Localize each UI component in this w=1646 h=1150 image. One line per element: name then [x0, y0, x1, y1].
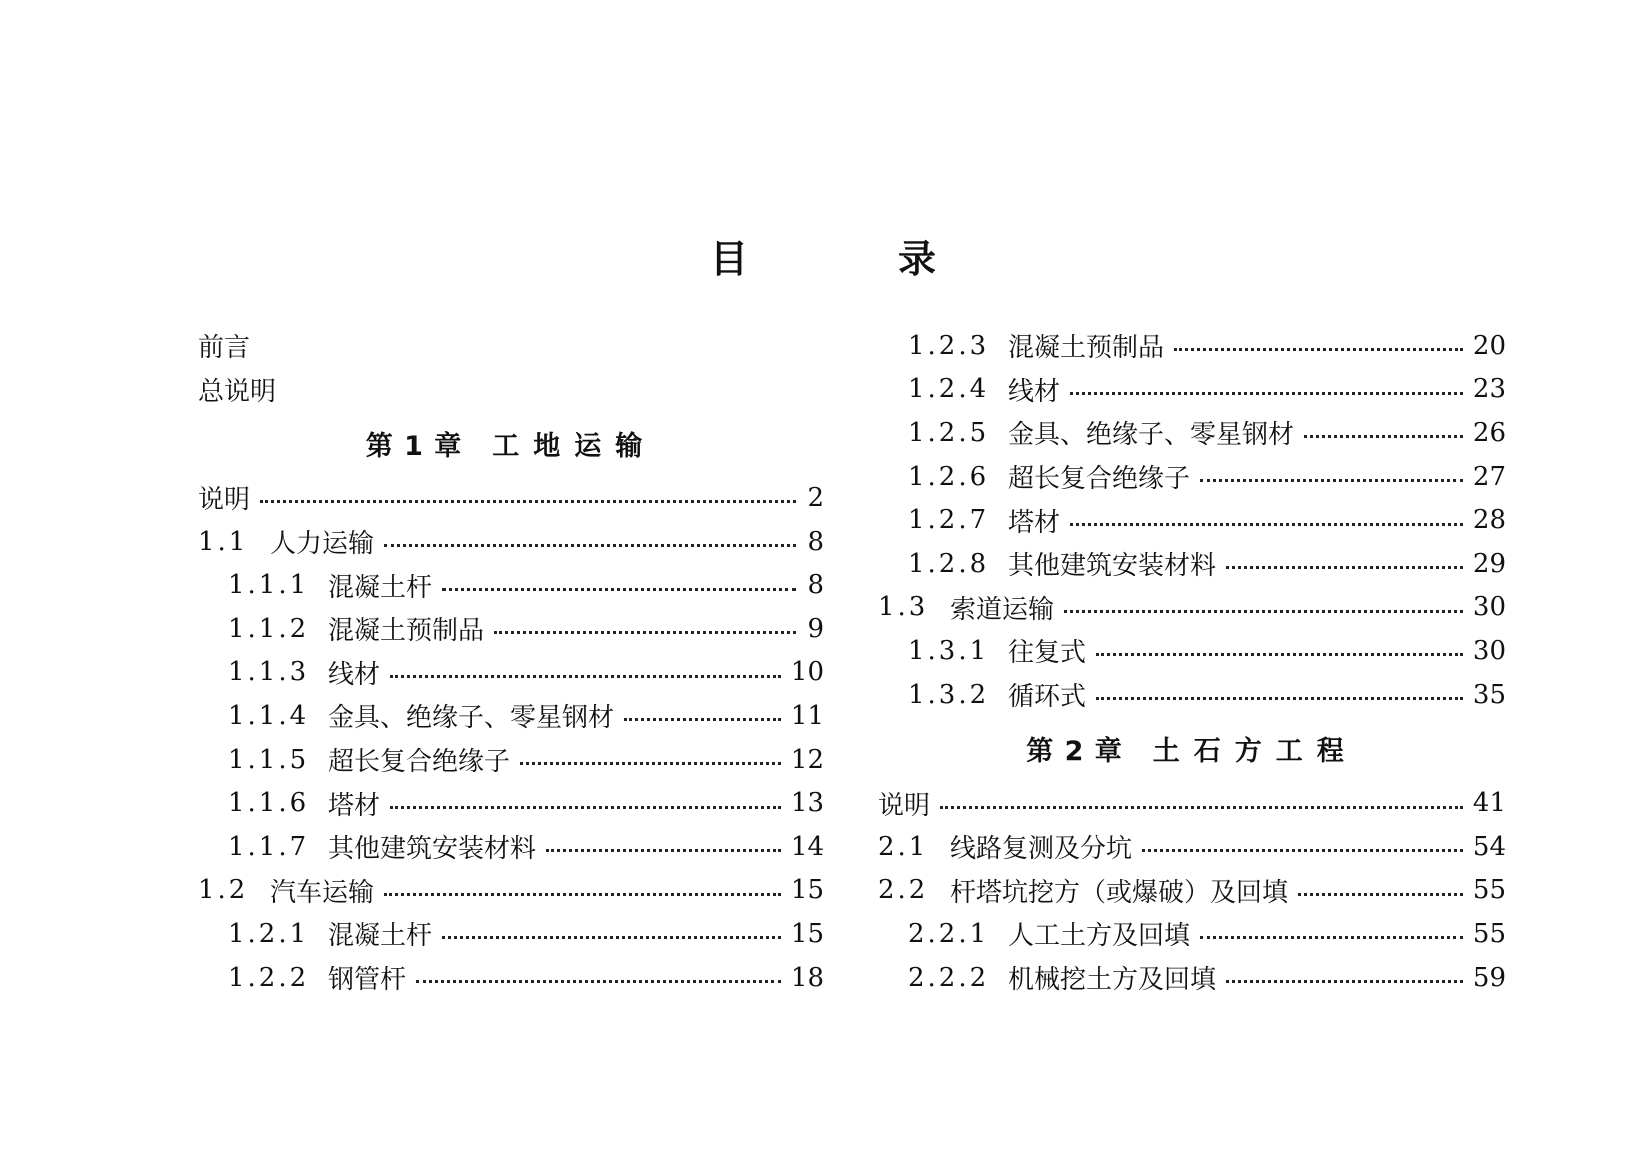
- toc-entry[interactable]: [878, 411, 1506, 455]
- dot-leader: [1226, 566, 1463, 569]
- section-number: 1.1.2: [228, 613, 310, 644]
- page-number: 55: [1472, 875, 1506, 906]
- section-label: 循环式: [1008, 682, 1087, 713]
- section-number: 1.3.1: [908, 635, 990, 666]
- chapter-heading: [198, 411, 824, 476]
- page-number: 20: [1472, 330, 1506, 361]
- dot-leader: [1298, 893, 1463, 896]
- section-number: 1.3: [878, 592, 929, 623]
- toc-entry[interactable]: [198, 476, 824, 520]
- section-label: 汽车运输: [270, 877, 375, 908]
- dot-leader: [1096, 697, 1463, 700]
- section-number: 2.2.1: [908, 918, 990, 949]
- toc-entry[interactable]: [198, 869, 824, 913]
- page-number: 55: [1472, 918, 1506, 949]
- section-label: 金具、绝缘子、零星钢材: [1008, 420, 1295, 451]
- section-number: 1.1.1: [228, 570, 310, 601]
- section-number: 1.1: [198, 526, 249, 557]
- page-number: 27: [1472, 461, 1506, 492]
- section-label: 人工土方及回填: [1008, 921, 1191, 952]
- toc-entry[interactable]: [878, 912, 1506, 956]
- section-number: 1.2.1: [228, 918, 310, 949]
- page-number: 18: [790, 962, 824, 993]
- page-number: 15: [790, 918, 824, 949]
- toc-entry[interactable]: [878, 368, 1506, 412]
- dot-leader: [384, 544, 796, 547]
- page-number: 14: [790, 831, 824, 862]
- dot-leader: [494, 631, 796, 634]
- dot-leader: [520, 762, 781, 765]
- section-number: 1.1.5: [228, 744, 310, 775]
- chapter-heading: [878, 716, 1506, 781]
- toc-entry[interactable]: [198, 912, 824, 956]
- toc-plain-item: 总说明: [198, 376, 277, 407]
- dot-leader: [1064, 610, 1463, 613]
- section-label: 塔材: [1008, 507, 1061, 538]
- page-number: 23: [1472, 374, 1506, 405]
- section-number: 1.2: [198, 875, 249, 906]
- section-label: 机械挖土方及回填: [1008, 965, 1217, 996]
- chapter-name: 工地运输: [492, 431, 657, 463]
- dot-leader: [1304, 435, 1463, 438]
- section-number: 1.1.4: [228, 700, 310, 731]
- dot-leader: [390, 675, 781, 678]
- section-label: 其他建筑安装材料: [1008, 551, 1217, 582]
- dot-leader: [260, 500, 796, 503]
- page-number: 54: [1472, 831, 1506, 862]
- dot-leader: [1142, 849, 1463, 852]
- dot-leader: [384, 893, 781, 896]
- dot-leader: [940, 806, 1463, 809]
- section-number: 2.2.2: [908, 962, 990, 993]
- toc-entry[interactable]: [878, 956, 1506, 1000]
- section-number: 1.2.8: [908, 548, 990, 579]
- toc-entry[interactable]: [878, 324, 1506, 368]
- toc-entry[interactable]: [198, 520, 824, 564]
- section-number: 1.3.2: [908, 679, 990, 710]
- page-number: 9: [807, 613, 824, 644]
- toc-entry[interactable]: [878, 542, 1506, 586]
- section-label: 混凝土杆: [328, 572, 433, 603]
- dot-leader: [442, 588, 796, 591]
- section-label: 超长复合绝缘子: [328, 747, 511, 778]
- toc-entry[interactable]: [198, 781, 824, 825]
- dot-leader: [1174, 348, 1463, 351]
- dot-leader: [1070, 392, 1463, 395]
- section-number: 2.2: [878, 875, 929, 906]
- section-label: 线路复测及分坑: [950, 834, 1133, 865]
- toc-entry[interactable]: [198, 563, 824, 607]
- page-number: 12: [790, 744, 824, 775]
- page-number: 8: [807, 526, 824, 557]
- section-number: 1.2.2: [228, 962, 310, 993]
- section-label: 其他建筑安装材料: [328, 834, 537, 865]
- toc-entry[interactable]: [878, 629, 1506, 673]
- dot-leader: [546, 849, 781, 852]
- dot-leader: [390, 806, 781, 809]
- page-number: 8: [807, 570, 824, 601]
- chapter-number: 第 1 章: [365, 431, 463, 463]
- section-number: 1.2.3: [908, 330, 990, 361]
- dot-leader: [1200, 936, 1463, 939]
- toc-entry[interactable]: [198, 651, 824, 695]
- toc-entry[interactable]: [878, 869, 1506, 913]
- toc-entry[interactable]: [878, 781, 1506, 825]
- section-label: 索道运输: [950, 594, 1055, 625]
- section-label: 混凝土杆: [328, 921, 433, 952]
- page-number: 15: [790, 875, 824, 906]
- page-number: 30: [1472, 592, 1506, 623]
- section-label: 人力运输: [270, 529, 375, 560]
- page-number: 30: [1472, 635, 1506, 666]
- title-char-right: 录: [898, 237, 937, 281]
- section-label: 说明: [198, 485, 251, 516]
- section-label: 杆塔坑挖方（或爆破）及回填: [950, 877, 1289, 908]
- section-label: 混凝土预制品: [1008, 333, 1165, 364]
- section-label: 线材: [328, 659, 381, 690]
- toc-entry[interactable]: [198, 607, 824, 651]
- toc-entry[interactable]: [878, 586, 1506, 630]
- section-label: 钢管杆: [328, 965, 407, 996]
- page-number: 59: [1472, 962, 1506, 993]
- toc-entry[interactable]: [878, 498, 1506, 542]
- dot-leader: [1096, 653, 1463, 656]
- page-number: 11: [790, 700, 824, 731]
- toc-left-column: [198, 324, 824, 999]
- page-number: 26: [1472, 417, 1506, 448]
- section-label: 线材: [1008, 376, 1061, 407]
- section-number: 1.1.7: [228, 831, 310, 862]
- section-label: 超长复合绝缘子: [1008, 464, 1191, 495]
- section-number: 1.2.4: [908, 374, 990, 405]
- section-label: 说明: [878, 790, 931, 821]
- page-number: 2: [807, 482, 824, 513]
- section-label: 往复式: [1008, 638, 1087, 669]
- section-label: 混凝土预制品: [328, 616, 485, 647]
- title-char-left: 目: [709, 237, 748, 281]
- dot-leader: [416, 980, 781, 983]
- toc-entry[interactable]: [198, 694, 824, 738]
- page-number: 29: [1472, 548, 1506, 579]
- page-number: 41: [1472, 788, 1506, 819]
- toc-entry[interactable]: [878, 455, 1506, 499]
- toc-entry[interactable]: [878, 825, 1506, 869]
- page-number: 35: [1472, 679, 1506, 710]
- section-number: 2.1: [878, 831, 929, 862]
- page-number: 10: [790, 657, 824, 688]
- toc-plain-item: 前言: [198, 333, 251, 364]
- section-label: 塔材: [328, 790, 381, 821]
- dot-leader: [1200, 479, 1463, 482]
- page-number: 13: [790, 788, 824, 819]
- toc-entry[interactable]: [198, 738, 824, 782]
- dot-leader: [442, 936, 781, 939]
- chapter-name: 土石方工程: [1152, 736, 1358, 768]
- section-number: 1.2.6: [908, 461, 990, 492]
- section-label: 金具、绝缘子、零星钢材: [328, 703, 615, 734]
- page-title: [0, 228, 1646, 283]
- section-number: 1.1.3: [228, 657, 310, 688]
- section-number: 1.2.7: [908, 505, 990, 536]
- section-number: 1.2.5: [908, 417, 990, 448]
- dot-leader: [1226, 980, 1463, 983]
- toc-entry[interactable]: [198, 825, 824, 869]
- toc-entry[interactable]: [878, 673, 1506, 717]
- toc-entry[interactable]: [198, 956, 824, 1000]
- dot-leader: [624, 718, 781, 721]
- section-number: 1.1.6: [228, 788, 310, 819]
- toc-right-column: [878, 324, 1506, 999]
- page-number: 28: [1472, 505, 1506, 536]
- dot-leader: [1070, 523, 1463, 526]
- chapter-number: 第 2 章: [1026, 736, 1123, 768]
